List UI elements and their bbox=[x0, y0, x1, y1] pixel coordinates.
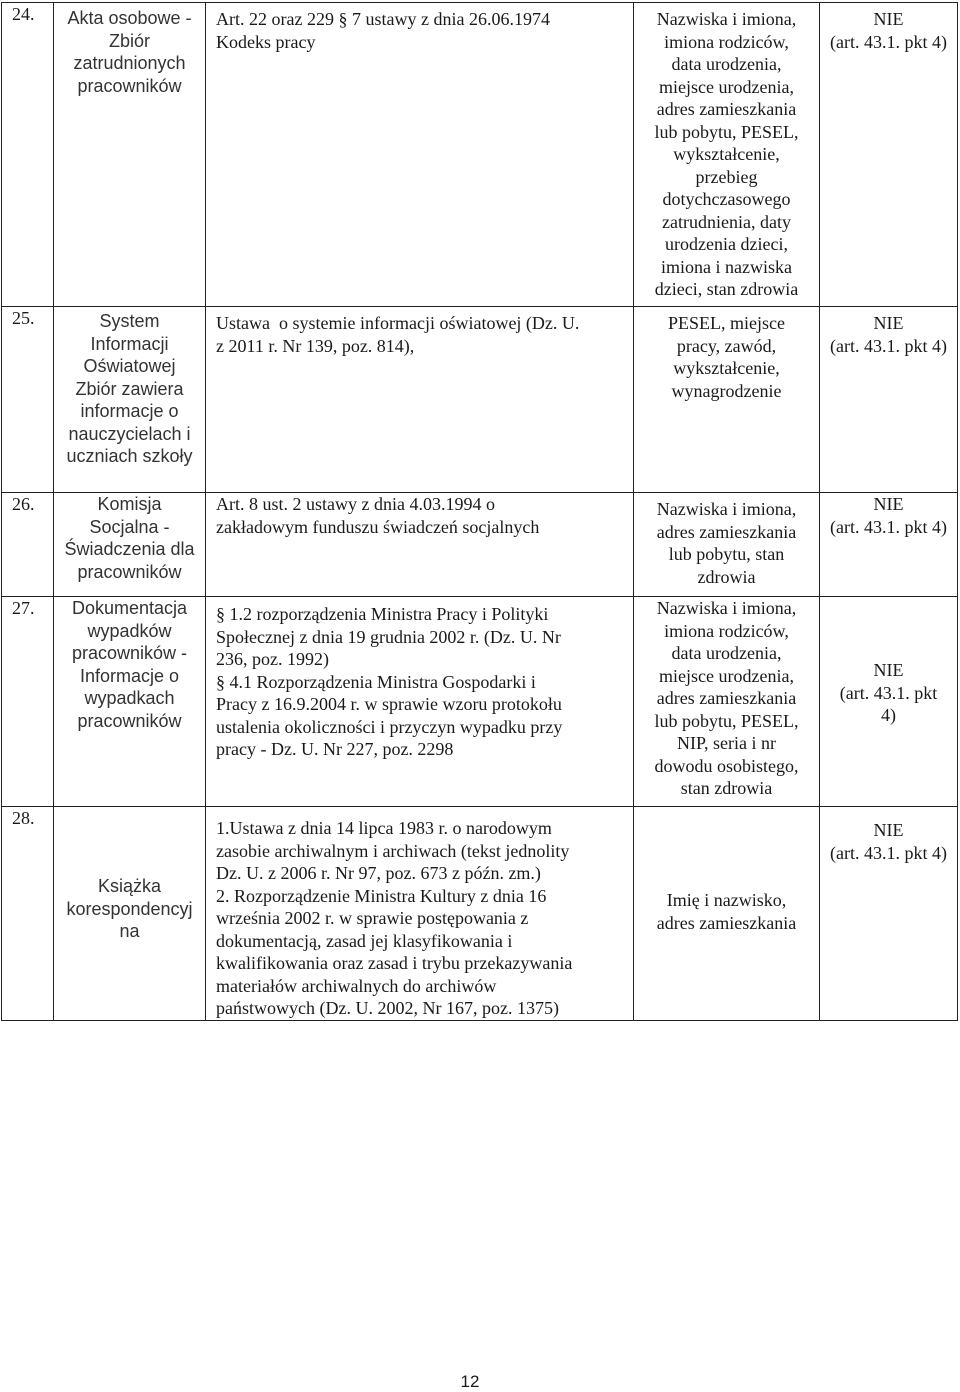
data-scope-line: adres zamieszkania bbox=[656, 521, 797, 542]
row-number-cell bbox=[2, 307, 54, 493]
row-number-cell bbox=[2, 493, 54, 597]
data-scope-line: wykształcenie, bbox=[673, 144, 780, 164]
data-scope-cell bbox=[634, 493, 820, 597]
row-number: 25. bbox=[12, 308, 35, 328]
legal-basis-line: dokumentacją, zasad jej klasyfikowania i bbox=[216, 930, 513, 951]
data-scope-cell bbox=[634, 307, 820, 493]
collection-name-line: System bbox=[99, 311, 160, 331]
table-row bbox=[2, 307, 958, 493]
legal-basis-line: Kodeks pracy bbox=[216, 31, 316, 52]
disclosure-line: NIE bbox=[873, 820, 904, 840]
table-row bbox=[2, 493, 958, 597]
data-scope-line: wynagrodzenie bbox=[671, 380, 782, 401]
collection-name-line: Zbiór bbox=[108, 30, 150, 51]
row-number-cell bbox=[2, 597, 54, 807]
collection-name-line: Komisja bbox=[97, 494, 162, 514]
collection-name-cell bbox=[54, 807, 206, 1021]
collection-name-line: Książka bbox=[97, 876, 162, 896]
row-number-cell bbox=[2, 807, 54, 1021]
collection-name-line: Akta osobowe - bbox=[67, 8, 192, 28]
legal-basis-line: Art. 22 oraz 229 § 7 ustawy z dnia 26.06.1974 bbox=[216, 9, 550, 29]
legal-basis-cell bbox=[206, 493, 634, 597]
page-number: 12 bbox=[460, 1372, 480, 1391]
data-scope-line: Nazwiska i imiona, bbox=[656, 598, 797, 618]
legal-basis-line: 2. Rozporządzenie Ministra Kultury z dnia 16 bbox=[216, 885, 547, 906]
legal-basis-cell bbox=[206, 3, 634, 307]
collection-name-line: informacje o bbox=[80, 401, 179, 421]
data-scope-line: lub pobytu, stan bbox=[668, 544, 785, 564]
data-scope-line: Imię i nazwisko, bbox=[666, 890, 787, 910]
data-scope-line: NIP, seria i nr bbox=[677, 733, 776, 753]
legal-basis-line: pracy - Dz. U. Nr 227, poz. 2298 bbox=[216, 739, 454, 759]
data-scope-line: zatrudnienia, daty bbox=[662, 211, 791, 232]
data-scope-cell bbox=[634, 3, 820, 307]
collection-name-line: wypadkach bbox=[84, 688, 175, 708]
collection-name-line: pracowników - bbox=[71, 643, 188, 663]
data-scope-line: wykształcenie, bbox=[673, 358, 780, 378]
disclosure-cell bbox=[820, 3, 958, 307]
row-number: 28. bbox=[12, 808, 35, 828]
legal-basis-line: ustalenia okoliczności i przyczyn wypadku przy bbox=[216, 716, 563, 737]
disclosure-line: NIE bbox=[873, 9, 904, 29]
data-scope-line: przebieg bbox=[695, 166, 758, 187]
legal-basis-line: zasobie archiwalnym i archiwach (tekst jednolity bbox=[216, 840, 570, 861]
legal-basis-line: Ustawa o systemie informacji oświatowej (Dz. U. bbox=[216, 313, 580, 333]
collection-name-line: nauczycielach i bbox=[68, 423, 191, 444]
disclosure-line: (art. 43.1. pkt 4) bbox=[830, 31, 947, 52]
collection-name-line: Informacje o bbox=[79, 665, 180, 686]
legal-basis-line: Art. 8 ust. 2 ustawy z dnia 4.03.1994 o bbox=[216, 494, 495, 514]
disclosure-line: NIE bbox=[873, 494, 904, 514]
data-scope-line: PESEL, miejsce bbox=[668, 313, 785, 333]
row-number: 26. bbox=[12, 494, 35, 514]
legal-basis-cell bbox=[206, 807, 634, 1021]
data-scope-line: imiona rodziców, bbox=[664, 31, 789, 52]
disclosure-cell bbox=[820, 493, 958, 597]
collection-name-cell bbox=[54, 493, 206, 597]
disclosure-line: (art. 43.1. pkt 4) bbox=[830, 516, 947, 537]
data-scope-line: miejsce urodzenia, bbox=[659, 665, 794, 686]
disclosure-line: (art. 43.1. pkt 4) bbox=[830, 842, 947, 863]
disclosure-line: NIE bbox=[873, 660, 904, 680]
data-scope-line: lub pobytu, PESEL, bbox=[654, 710, 799, 731]
collection-name-cell bbox=[54, 307, 206, 493]
table-row bbox=[2, 597, 958, 807]
legal-basis-line: kwalifikowania oraz zasad i trybu przekazywania bbox=[216, 953, 573, 973]
row-number-cell bbox=[2, 3, 54, 307]
data-scope-line: adres zamieszkania bbox=[656, 688, 797, 708]
legal-basis-line: § 4.1 Rozporządzenia Ministra Gospodarki i bbox=[216, 671, 536, 692]
legal-basis-line: 236, poz. 1992) bbox=[216, 649, 329, 669]
legal-basis-line: Pracy z 16.9.2004 r. w sprawie wzoru protokołu bbox=[216, 694, 562, 714]
table-row bbox=[2, 807, 958, 1021]
data-scope-line: zdrowia bbox=[697, 566, 756, 587]
data-scope-line: urodzenia dzieci, bbox=[665, 234, 788, 254]
disclosure-line: (art. 43.1. pkt bbox=[839, 682, 938, 703]
collection-name-line: korespondencyj bbox=[66, 898, 193, 919]
register-table bbox=[1, 2, 958, 1021]
data-scope-line: Nazwiska i imiona, bbox=[656, 9, 797, 29]
collection-name-cell bbox=[54, 3, 206, 307]
data-scope-line: Nazwiska i imiona, bbox=[656, 499, 797, 519]
data-scope-line: data urodzenia, bbox=[671, 643, 782, 663]
data-scope-line: imiona i nazwiska bbox=[661, 256, 792, 277]
data-scope-line: dotychczasowego bbox=[662, 189, 791, 209]
legal-basis-line: zakładowym funduszu świadczeń socjalnych bbox=[216, 516, 540, 537]
data-scope-cell bbox=[634, 597, 820, 807]
legal-basis-cell bbox=[206, 597, 634, 807]
data-scope-line: miejsce urodzenia, bbox=[659, 76, 794, 97]
data-scope-line: dzieci, stan zdrowia bbox=[654, 279, 799, 299]
collection-name-line: pracowników bbox=[77, 710, 182, 731]
data-scope-line: pracy, zawód, bbox=[676, 335, 777, 356]
data-scope-line: adres zamieszkania bbox=[656, 99, 797, 119]
legal-basis-line: § 1.2 rozporządzenia Ministra Pracy i Polityki bbox=[216, 604, 549, 624]
collection-name-line: Oświatowej bbox=[83, 356, 176, 376]
collection-name-line: uczniach szkoły bbox=[66, 446, 193, 466]
collection-name-line: Zbiór zawiera bbox=[75, 378, 184, 399]
legal-basis-line: z 2011 r. Nr 139, poz. 814), bbox=[216, 335, 415, 356]
collection-name-line: pracowników bbox=[77, 561, 182, 582]
legal-basis-line: materiałów archiwalnych do archiwów bbox=[216, 975, 497, 996]
legal-basis-line: września 2002 r. w sprawie postępowania z bbox=[216, 908, 529, 928]
collection-name-line: wypadków bbox=[87, 620, 172, 641]
legal-basis-line: państwowych (Dz. U. 2002, Nr 167, poz. 1375) bbox=[216, 998, 559, 1018]
row-number: 24. bbox=[12, 4, 35, 24]
data-scope-line: data urodzenia, bbox=[671, 54, 782, 74]
row-number: 27. bbox=[12, 598, 35, 618]
data-scope-cell bbox=[634, 807, 820, 1021]
legal-basis-line: Społecznej z dnia 19 grudnia 2002 r. (Dz. U. Nr bbox=[216, 626, 561, 647]
data-scope-line: adres zamieszkania bbox=[656, 912, 797, 933]
disclosure-line: NIE bbox=[873, 313, 904, 333]
legal-basis-cell bbox=[206, 307, 634, 493]
collection-name-line: Socjalna - bbox=[89, 516, 170, 537]
table-row bbox=[2, 3, 958, 307]
data-scope-line: lub pobytu, PESEL, bbox=[654, 121, 799, 142]
data-scope-line: imiona rodziców, bbox=[664, 620, 789, 641]
legal-basis-line: Dz. U. z 2006 r. Nr 97, poz. 673 z późn. zm.) bbox=[216, 863, 541, 883]
disclosure-cell bbox=[820, 807, 958, 1021]
collection-name-line: zatrudnionych bbox=[73, 53, 186, 73]
collection-name-line: na bbox=[119, 921, 140, 941]
collection-name-line: Świadczenia dla bbox=[64, 539, 195, 559]
disclosure-cell bbox=[820, 307, 958, 493]
legal-basis-line: 1.Ustawa z dnia 14 lipca 1983 r. o narodowym bbox=[216, 818, 552, 838]
collection-name-line: Informacji bbox=[90, 333, 169, 354]
disclosure-line: (art. 43.1. pkt 4) bbox=[830, 335, 947, 356]
collection-name-line: Dokumentacja bbox=[71, 598, 188, 618]
disclosure-cell bbox=[820, 597, 958, 807]
disclosure-line: 4) bbox=[881, 705, 896, 725]
collection-name-cell bbox=[54, 597, 206, 807]
data-scope-line: stan zdrowia bbox=[680, 778, 773, 798]
data-scope-line: dowodu osobistego, bbox=[654, 755, 799, 776]
collection-name-line: pracowników bbox=[77, 75, 182, 96]
